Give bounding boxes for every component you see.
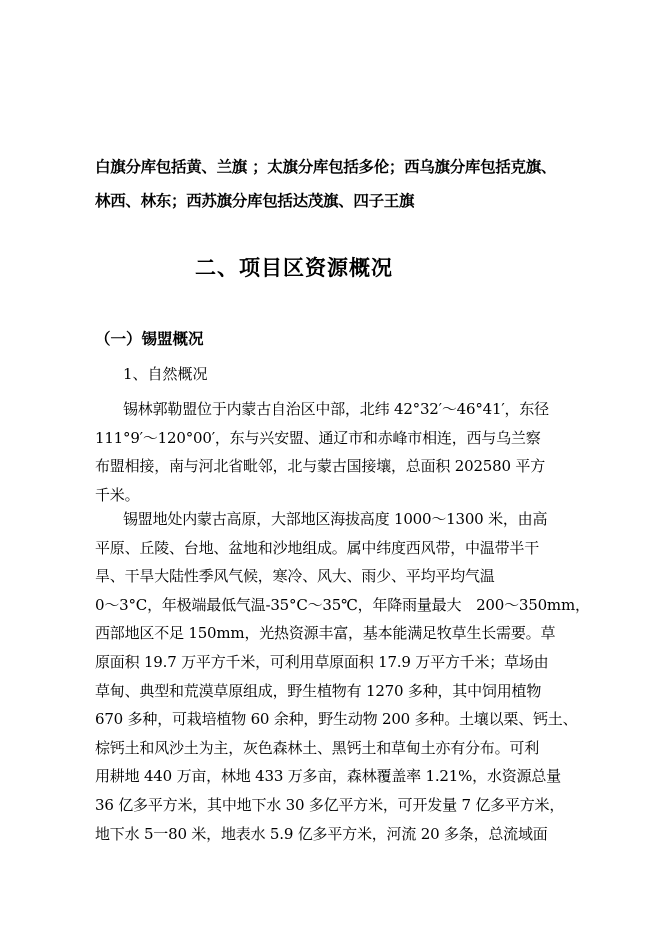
paragraph-line: 地下水 5一80 米，地表水 5.9 亿多平方米，河流 20 多条，总流域面 <box>95 824 548 843</box>
paragraph-line: 锡盟地处内蒙古高原，大部地区海拔高度 1000～1300 米，由高 <box>123 510 548 528</box>
intro-line: 林西、林东；西苏旗分库包括达茂旗、四子王旗 <box>95 191 415 210</box>
paragraph-line: 原面积 19.7 万平方千米，可利用草原面积 17.9 万平方千米；草场由 <box>95 652 549 671</box>
intro-line: 白旗分库包括黄、兰旗 ；太旗分库包括多伦；西乌旗分库包括克旗、 <box>95 157 557 176</box>
paragraph-line: 棕钙土和风沙土为主，灰色森林土、黑钙土和草甸土亦有分布。可利 <box>95 738 540 757</box>
paragraph-line: 布盟相接，南与河北省毗邻，北与蒙古国接壤，总面积 202580 平方 <box>95 457 545 476</box>
paragraph-line: 锡林郭勒盟位于内蒙古自治区中部，北纬 42°32′～46°41′，东径 <box>123 400 549 418</box>
paragraph-line: 平原、丘陵、台地、盆地和沙地组成。属中纬度西风带，中温带半干 <box>95 538 540 557</box>
paragraph-line: 111°9′～120°00′，东与兴安盟、通辽市和赤峰市相连，西与乌兰察 <box>95 428 541 447</box>
item-title: 1、自然概况 <box>123 365 208 383</box>
section-title: 二、项目区资源概况 <box>195 255 393 280</box>
paragraph-line: 千米。 <box>95 485 140 504</box>
sub-section-title: （一）锡盟概况 <box>95 329 204 348</box>
intro-paragraph <box>95 150 575 218</box>
paragraph-line: 西部地区不足 150mm，光热资源丰富，基本能满足牧草生长需要。草 <box>95 624 556 643</box>
paragraph-line: 旱、干旱大陆性季风气候，寒冷、风大、雨少、平均平均气温 <box>95 567 495 586</box>
paragraph-line: 用耕地 440 万亩，林地 433 万多亩，森林覆盖率 1.21%，水资源总量 <box>95 767 561 786</box>
paragraph-line: 670 多种，可栽培植物 60 余种，野生动物 200 多种。土壤以栗、钙土、 <box>95 710 578 729</box>
paragraph-line: 草甸、典型和荒漠草原组成，野生植物有 1270 多种，其中饲用植物 <box>95 681 542 700</box>
paragraph-location <box>95 395 575 509</box>
paragraph-line: 0～3°C，年极端最低气温-35°C～35℃，年降雨量最大 200～350mm， <box>95 595 590 614</box>
paragraph-line: 36 亿多平方米，其中地下水 30 多亿平方米，可开发量 7 亿多平方米， <box>95 795 565 814</box>
paragraph-climate <box>95 505 590 848</box>
